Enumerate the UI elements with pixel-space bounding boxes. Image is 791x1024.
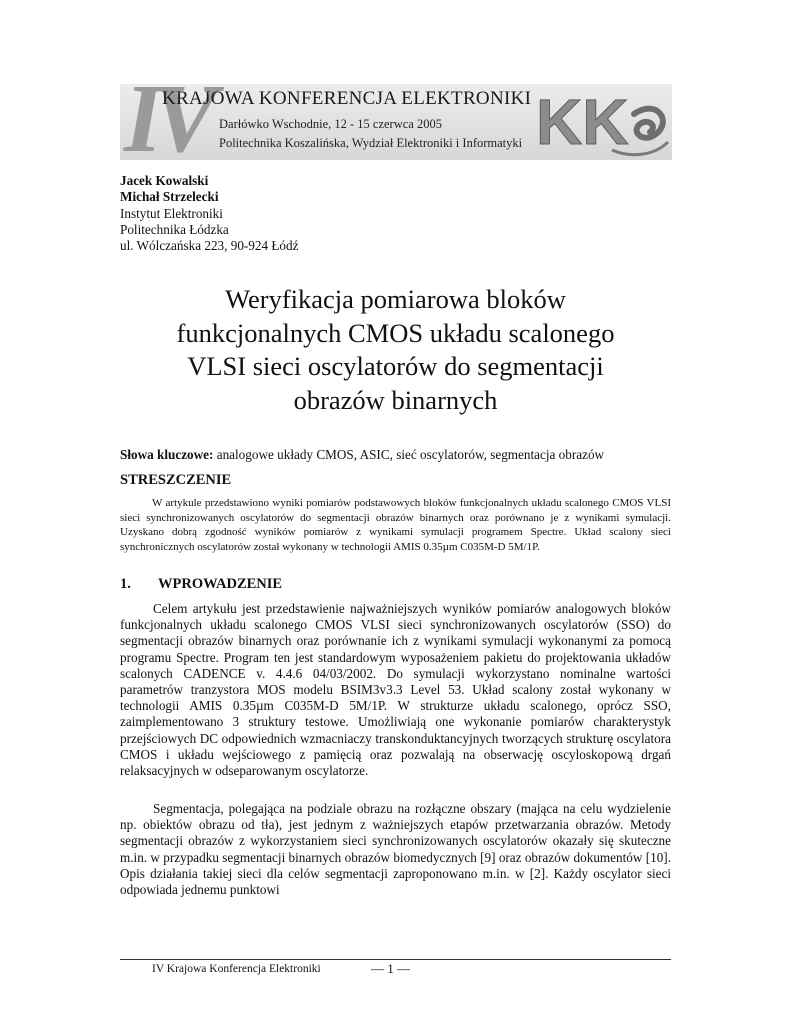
keywords-text: analogowe układy CMOS, ASIC, sieć oscylatorów, segmentacja obrazów bbox=[216, 447, 605, 462]
abstract-text: W artykule przedstawiono wyniki pomiarów podstawowych bloków funkcjonalnych układu scalonego CMOS VLSI sieci synchronizowanych oscylatorów do segmentacji obrazów binarnych oraz porównano je z wynikami symulacji. Uzyskano dobrą zgodność wyników pomiarów z wynikami symulacji programem Spectre. Układ scalony sieci synchronicznych oscylatorów został wykonany w technologii AMIS 0.35µm C035M-D 5M/1P. bbox=[120, 497, 671, 553]
section-title: WPROWADZENIE bbox=[158, 576, 283, 592]
section-heading bbox=[120, 576, 282, 593]
footer-conference-name: IV Krajowa Konferencja Elektroniki bbox=[152, 963, 321, 975]
affiliation-line: Instytut Elektroniki bbox=[120, 205, 223, 221]
keywords-line bbox=[120, 447, 604, 463]
affiliation-line: Politechnika Łódzka bbox=[120, 221, 229, 237]
title-line: Weryfikacja pomiarowa bloków bbox=[225, 284, 566, 314]
body-paragraph: Celem artykułu jest przedstawienie najważniejszych wyników pomiarów analogowych bloków funkcjonalnych układu scalonego CMOS VLSI sieci synchronizowanych oscylatorów (SSO) do segmentacji obrazów binarnych oraz porównanie ich z wynikami symulacji wykonanymi za pomocą programu Spectre. Program ten jest standardowym wyposażeniem pakietu do projektowania układów scalonych CADENCE v. 4.4.6 04/03/2002. Do symulacji wykorzystano nominalne wartości parametrów tranzystora MOS modelu BSIM3v3.3 Level 53. Układ scalony został wykonany w technologii AMIS 0.35µm C035M-D 5M/1P. W strukturze układu scalonego, oprócz SSO, zaimplementowano 3 struktury testowe. Umożliwiają one wykonanie pomiarów charakterystyk przejściowych DC odpowiednich wzmacniaczy transkonduktancyjnych tworzących strukturę oscylatora CMOS i układu wejściowego z pamięcią oraz pozwalają na obserwację oscyloskopową drgań relaksacyjnych w odseparowanym oscylatorze. bbox=[120, 601, 671, 779]
title-line: VLSI sieci oscylatorów do segmentacji bbox=[187, 351, 604, 381]
title-line: funkcjonalnych CMOS układu scalonego bbox=[176, 317, 615, 348]
conference-title: KRAJOWA KONFERENCJA ELEKTRONIKI bbox=[162, 88, 532, 109]
section-number: 1. bbox=[120, 576, 131, 592]
conference-banner bbox=[120, 84, 672, 160]
footer-rule bbox=[120, 959, 671, 960]
author-name: Jacek Kowalski bbox=[120, 173, 209, 188]
affiliation-line: ul. Wólczańska 223, 90-924 Łódź bbox=[120, 238, 299, 254]
keywords-label: Słowa kluczowe: bbox=[120, 447, 214, 462]
author-name: Michał Strzelecki bbox=[120, 189, 219, 205]
paper-title bbox=[100, 283, 691, 417]
logo-letters: KK bbox=[536, 86, 629, 158]
author-block bbox=[120, 173, 298, 254]
abstract-heading: STRESZCZENIE bbox=[120, 472, 232, 488]
title-line: obrazów binarnych bbox=[293, 384, 498, 415]
body-paragraph: Segmentacja, polegająca na podziale obrazu na rozłączne obszary (mająca na celu wydzielenie np. obiektów obrazu od tła), jest jednym z ważniejszych etapów przetwarzania obrazów. Metody segmentacji obrazów z wykorzystaniem sieci synchronizowanych oscylatorów okazały się skuteczne m.in. w przypadku segmentacji binarnych obrazów biomedycznych [9] oraz obrazów dokumentów [10]. Opis działania takiej sieci dla celów segmentacji zaproponowano m.in. w [2]. Każdy oscylator sieci odpowiada jednemu punktowi bbox=[120, 801, 671, 898]
conference-place-date: Darłówko Wschodnie, 12 - 15 czerwca 2005 bbox=[219, 117, 442, 131]
kke-logo-icon bbox=[534, 84, 672, 160]
page-number: — 1 — bbox=[371, 961, 410, 976]
conference-organizer: Politechnika Koszalińska, Wydział Elektroniki i Informatyki bbox=[219, 136, 523, 150]
roman-numeral: IV bbox=[124, 84, 208, 160]
